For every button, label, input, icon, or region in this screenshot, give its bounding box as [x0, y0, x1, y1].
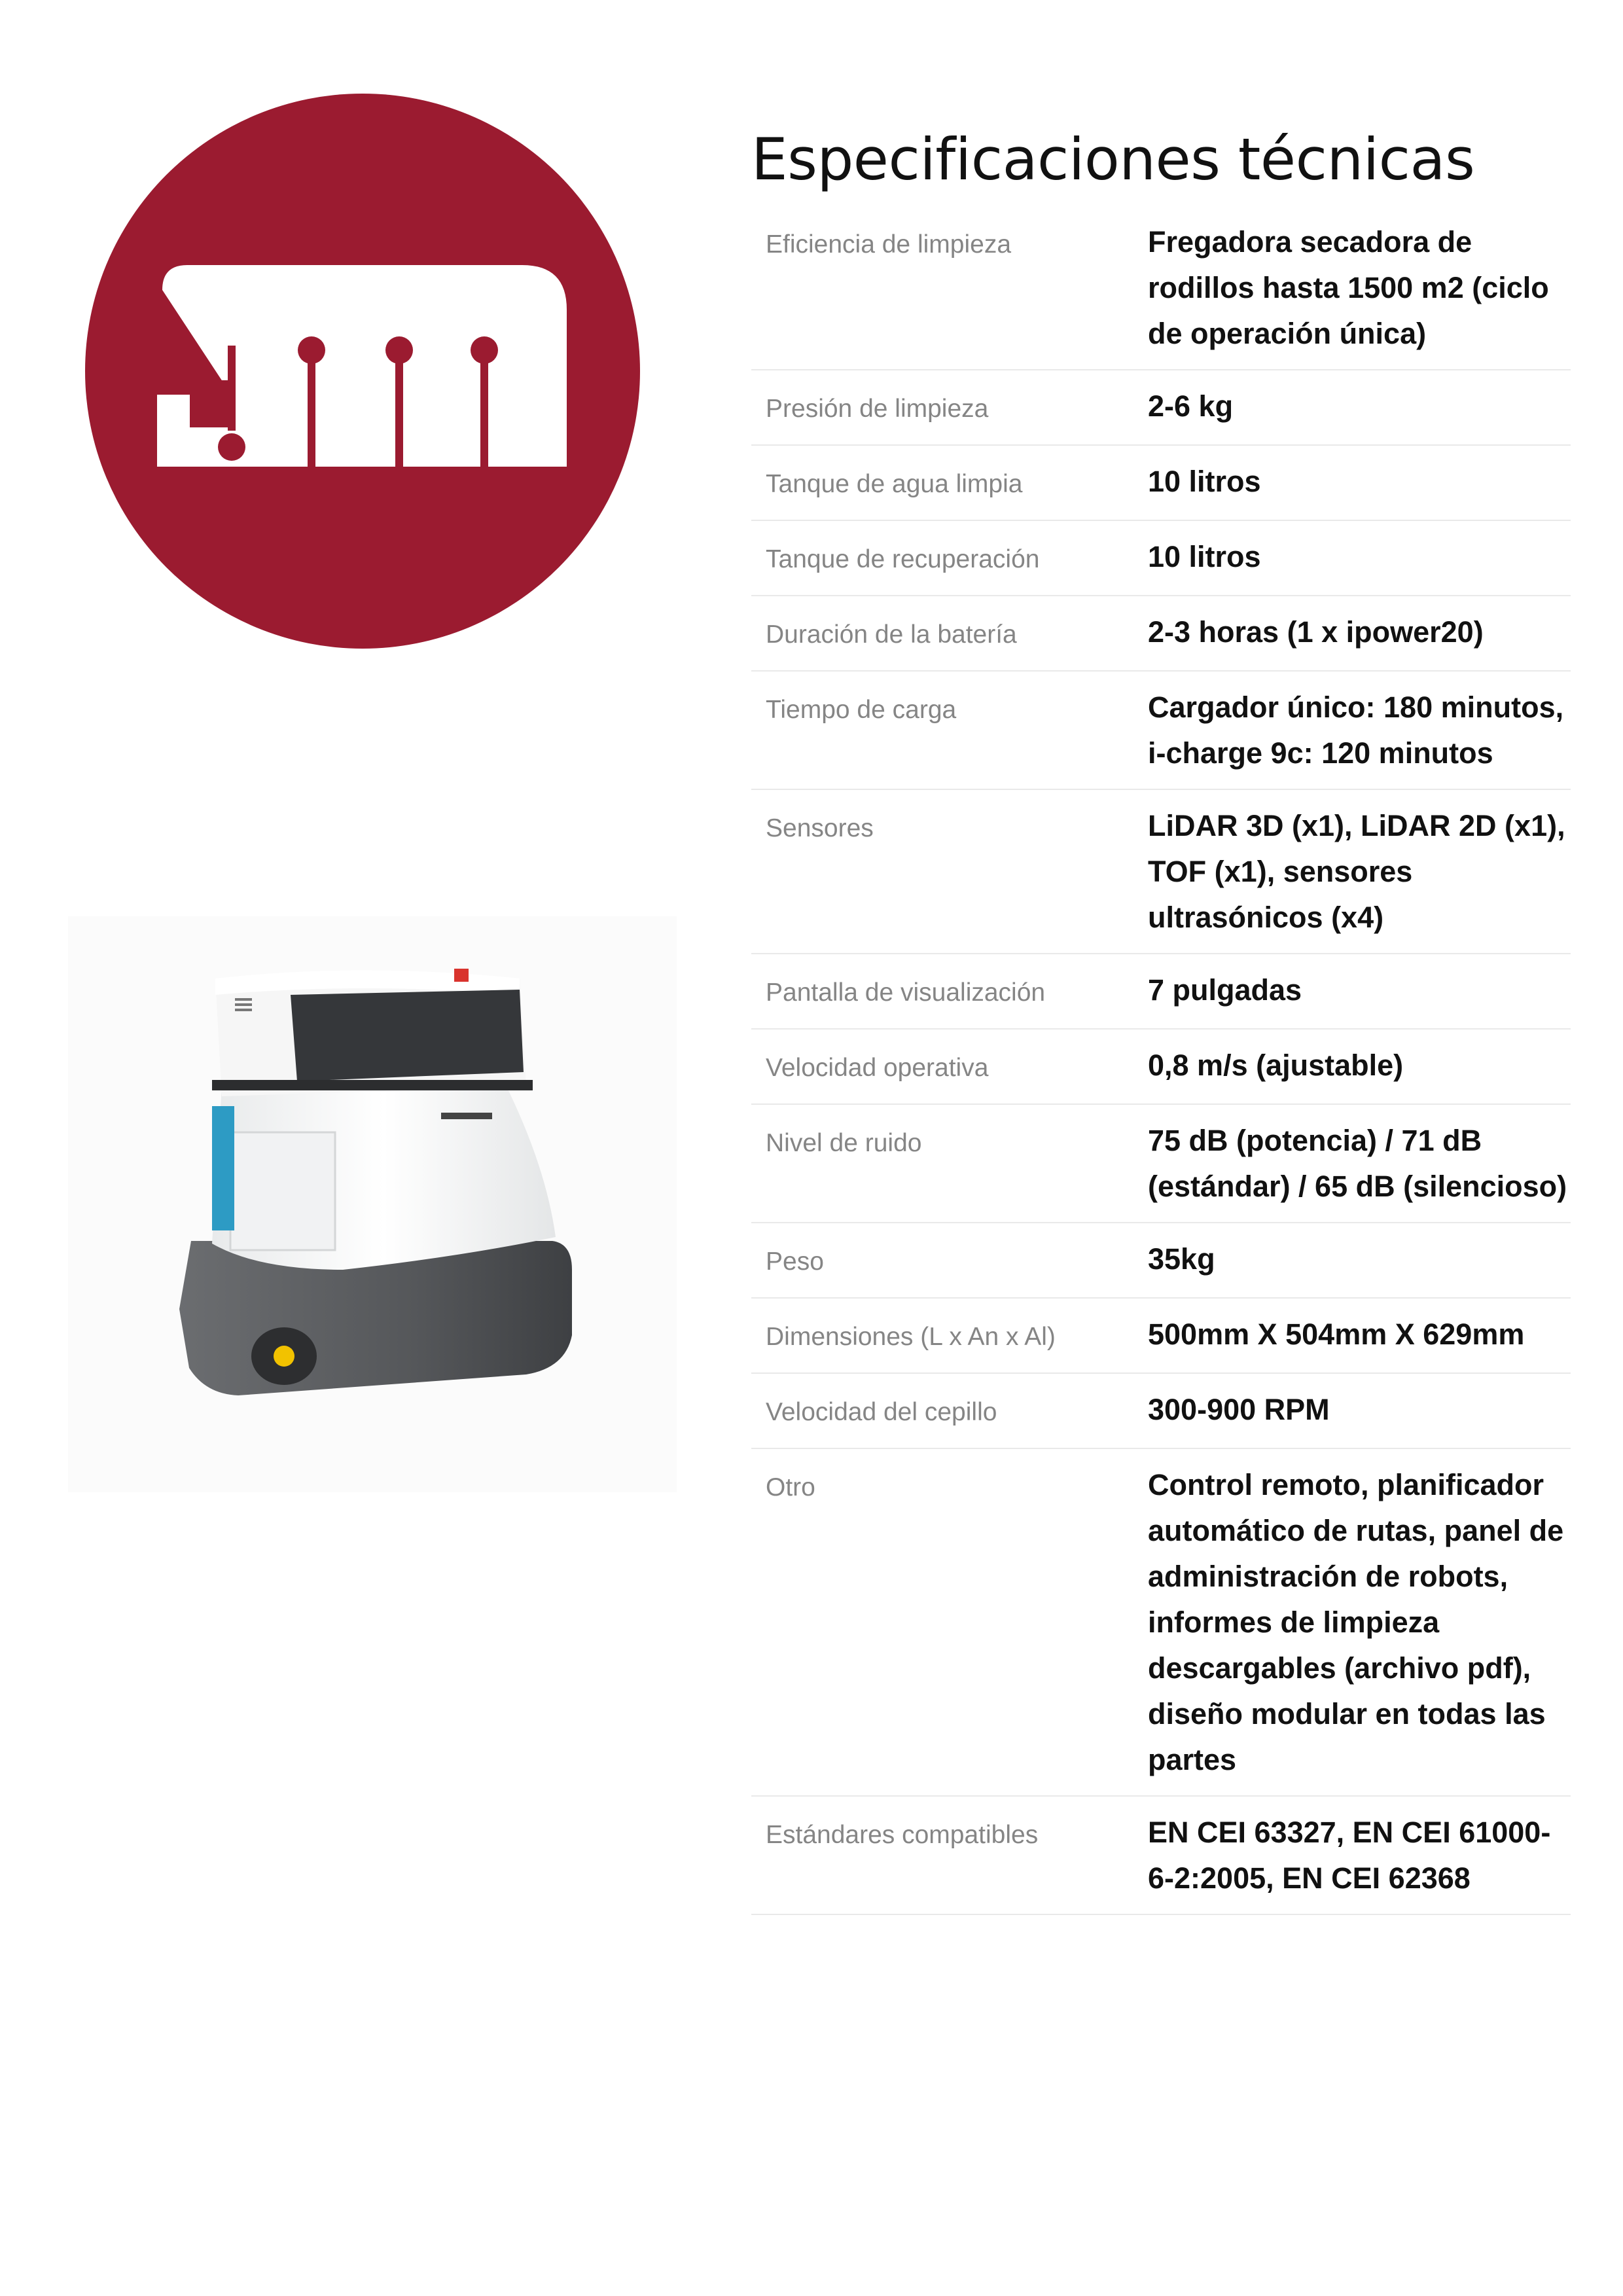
- logo-jm-mark: [157, 265, 567, 467]
- spec-label: Tiempo de carga: [766, 696, 957, 724]
- spec-label: Pantalla de visualización: [766, 978, 1046, 1007]
- spec-label: Nivel de ruido: [766, 1129, 922, 1157]
- spec-value: 35kg: [1148, 1242, 1215, 1276]
- spec-row: [751, 672, 1571, 790]
- spec-value: 10 litros: [1148, 540, 1261, 573]
- spec-row: [751, 206, 1571, 370]
- spec-row: [751, 1449, 1571, 1797]
- page-title: Especificaciones técnicas: [751, 126, 1475, 193]
- spec-row: [751, 446, 1571, 521]
- spec-value: 0,8 m/s (ajustable): [1148, 1049, 1404, 1082]
- spec-row: [751, 1374, 1571, 1449]
- spec-row: [751, 790, 1571, 954]
- spec-value: LiDAR 3D (x1), LiDAR 2D (x1), TOF (x1), sensores ultrasónicos (x4): [1148, 809, 1565, 934]
- spec-value: 7 pulgadas: [1148, 973, 1302, 1007]
- spec-label: Presión de limpieza: [766, 395, 989, 423]
- spec-label: Velocidad del cepillo: [766, 1398, 997, 1426]
- spec-label: Dimensiones (L x An x Al): [766, 1323, 1056, 1351]
- robot-image: [68, 916, 677, 1492]
- brand-logo: [85, 94, 640, 649]
- spec-value: 500mm X 504mm X 629mm: [1148, 1318, 1525, 1351]
- spec-row: [751, 370, 1571, 446]
- spec-value: 75 dB (potencia) / 71 dB (estándar) / 65 dB (silencioso): [1148, 1124, 1567, 1203]
- spec-row: [751, 1299, 1571, 1374]
- spec-row: [751, 1030, 1571, 1105]
- spec-table: [751, 206, 1571, 1915]
- spec-value: 300-900 RPM: [1148, 1393, 1330, 1426]
- spec-row: [751, 1223, 1571, 1299]
- spec-label: Estándares compatibles: [766, 1821, 1039, 1849]
- spec-row: [751, 596, 1571, 672]
- spec-label: Sensores: [766, 814, 874, 842]
- spec-value: Control remoto, planificador automático de rutas, panel de administración de robots, informes de limpieza descargables (archivo pdf), diseño modular en todas las partes: [1148, 1468, 1564, 1776]
- spec-value: 2-3 horas (1 x ipower20): [1148, 615, 1484, 649]
- spec-label: Peso: [766, 1247, 824, 1276]
- spec-row: [751, 1797, 1571, 1915]
- spec-label: Tanque de agua limpia: [766, 470, 1023, 498]
- spec-label: Duración de la batería: [766, 620, 1017, 649]
- spec-label: Tanque de recuperación: [766, 545, 1040, 573]
- spec-value: 10 litros: [1148, 465, 1261, 498]
- spec-label: Otro: [766, 1473, 815, 1501]
- spec-value: EN CEI 63327, EN CEI 61000-6-2:2005, EN CEI 62368: [1148, 1816, 1551, 1895]
- spec-label: Velocidad operativa: [766, 1054, 989, 1082]
- spec-value: Fregadora secadora de rodillos hasta 1500 m2 (ciclo de operación única): [1148, 225, 1549, 350]
- spec-row: [751, 954, 1571, 1030]
- spec-row: [751, 1105, 1571, 1223]
- spec-value: 2-6 kg: [1148, 389, 1234, 423]
- spec-row: [751, 521, 1571, 596]
- spec-value: Cargador único: 180 minutos, i-charge 9c: 120 minutos: [1148, 691, 1564, 770]
- spec-label: Eficiencia de limpieza: [766, 230, 1012, 259]
